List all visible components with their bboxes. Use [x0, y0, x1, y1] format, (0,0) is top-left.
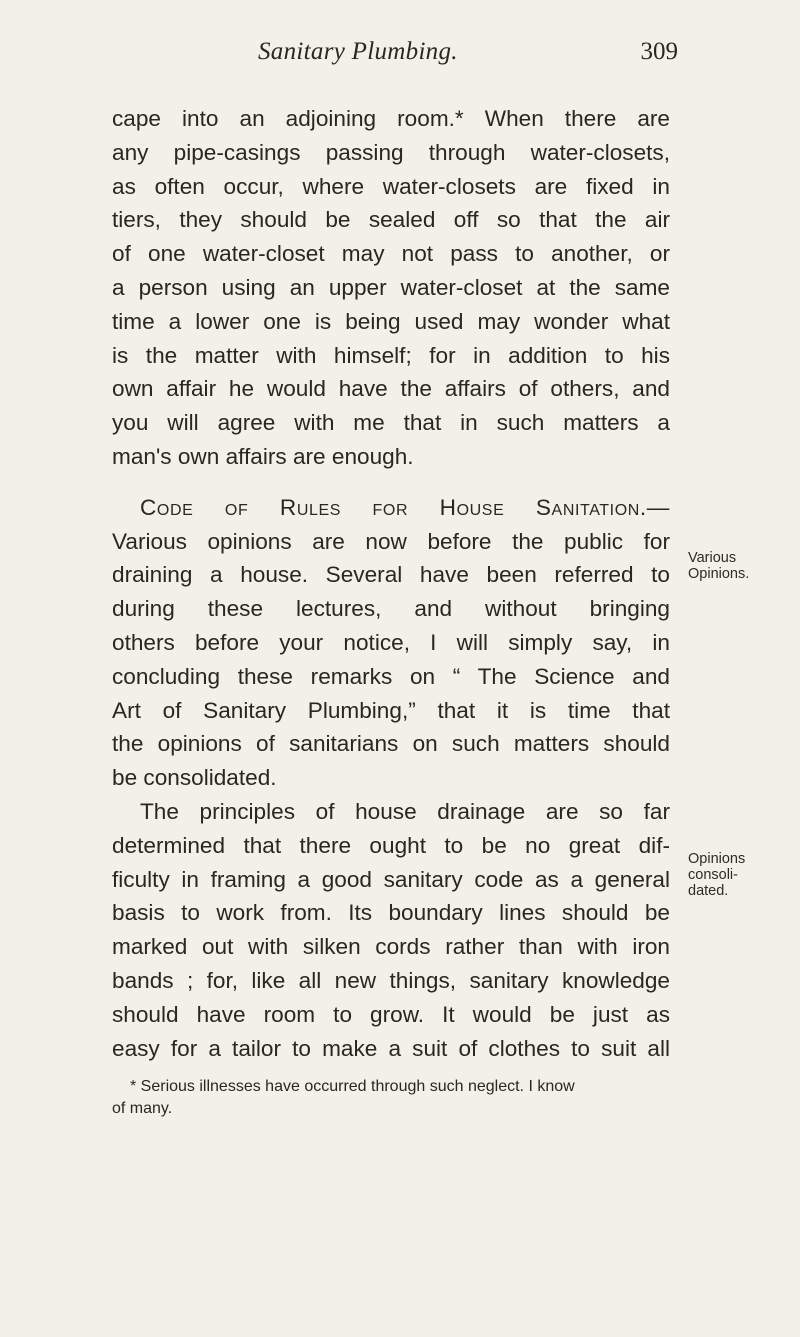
text-line: Art of Sanitary Plumbing,” that it is time that [112, 697, 670, 723]
sidenote-line: Opinions. [688, 566, 750, 582]
footnote [112, 1076, 672, 1120]
body-text [112, 102, 670, 1065]
footnote-line: * Serious illnesses have occurred through such neglect. I know [130, 1078, 575, 1095]
sidenote-line: Various [688, 550, 737, 566]
text-line: ficulty in framing a good sanitary code as a general [112, 866, 670, 892]
text-line: Various opinions are now before the public for [112, 528, 670, 554]
text-line: draining a house. Several have been referred to [112, 562, 670, 588]
text-line: marked out with silken cords rather than with iron [112, 934, 670, 960]
footnote-line: of many. [112, 1100, 173, 1117]
text-line: as often occur, where water-closets are fixed in [112, 173, 670, 199]
text-line: basis to work from. Its boundary lines should be [112, 900, 670, 926]
text-line: any pipe-casings passing through water-closets, [112, 139, 670, 165]
sidenote-line: dated. [688, 883, 729, 899]
text-line: determined that there ought to be no great dif- [112, 832, 670, 858]
text-line: The principles of house drainage are so far [140, 798, 670, 824]
text-line: cape into an adjoining room.* When there are [112, 106, 670, 131]
paragraph-3 [112, 795, 670, 1065]
paragraph-1 [112, 102, 670, 474]
text-line: the opinions of sanitarians on such matters should [112, 731, 670, 757]
text-line: a person using an upper water-closet at the same [112, 274, 670, 300]
text-line: during these lectures, and without bringing [112, 596, 670, 622]
text-line: be consolidated. [112, 765, 277, 791]
sidenote-various-opinions [688, 550, 793, 582]
text-line: own affair he would have the affairs of others, and [112, 376, 670, 402]
text-line: man's own affairs are enough. [112, 443, 414, 469]
text-line: bands ; for, like all new things, sanitary knowledge [112, 967, 670, 993]
running-head [258, 38, 678, 78]
page-number: 309 [640, 38, 678, 65]
text-line: others before your notice, I will simply say, in [112, 629, 670, 655]
text-line: concluding these remarks on “ The Science and [112, 663, 670, 689]
text-line: time a lower one is being used may wonder what [112, 308, 670, 334]
text-line: you will agree with me that in such matters a [112, 410, 670, 436]
text-line: is the matter with himself; for in addition to his [112, 342, 670, 368]
text-line: easy for a tailor to make a suit of clothes to suit all [112, 1035, 670, 1061]
sidenote-opinions-consolidated [688, 851, 793, 899]
running-head-title: Sanitary Plumbing. [258, 38, 458, 65]
text-line: tiers, they should be sealed off so that the air [112, 207, 670, 233]
text-line: should have room to grow. It would be just as [112, 1001, 670, 1027]
section-heading: Code of Rules for House Sanitation.— [140, 494, 670, 520]
sidenote-line: consoli- [688, 867, 738, 883]
text-line: of one water-closet may not pass to another, or [112, 241, 670, 267]
sidenote-line: Opinions [688, 851, 746, 867]
paragraph-2 [112, 491, 670, 795]
